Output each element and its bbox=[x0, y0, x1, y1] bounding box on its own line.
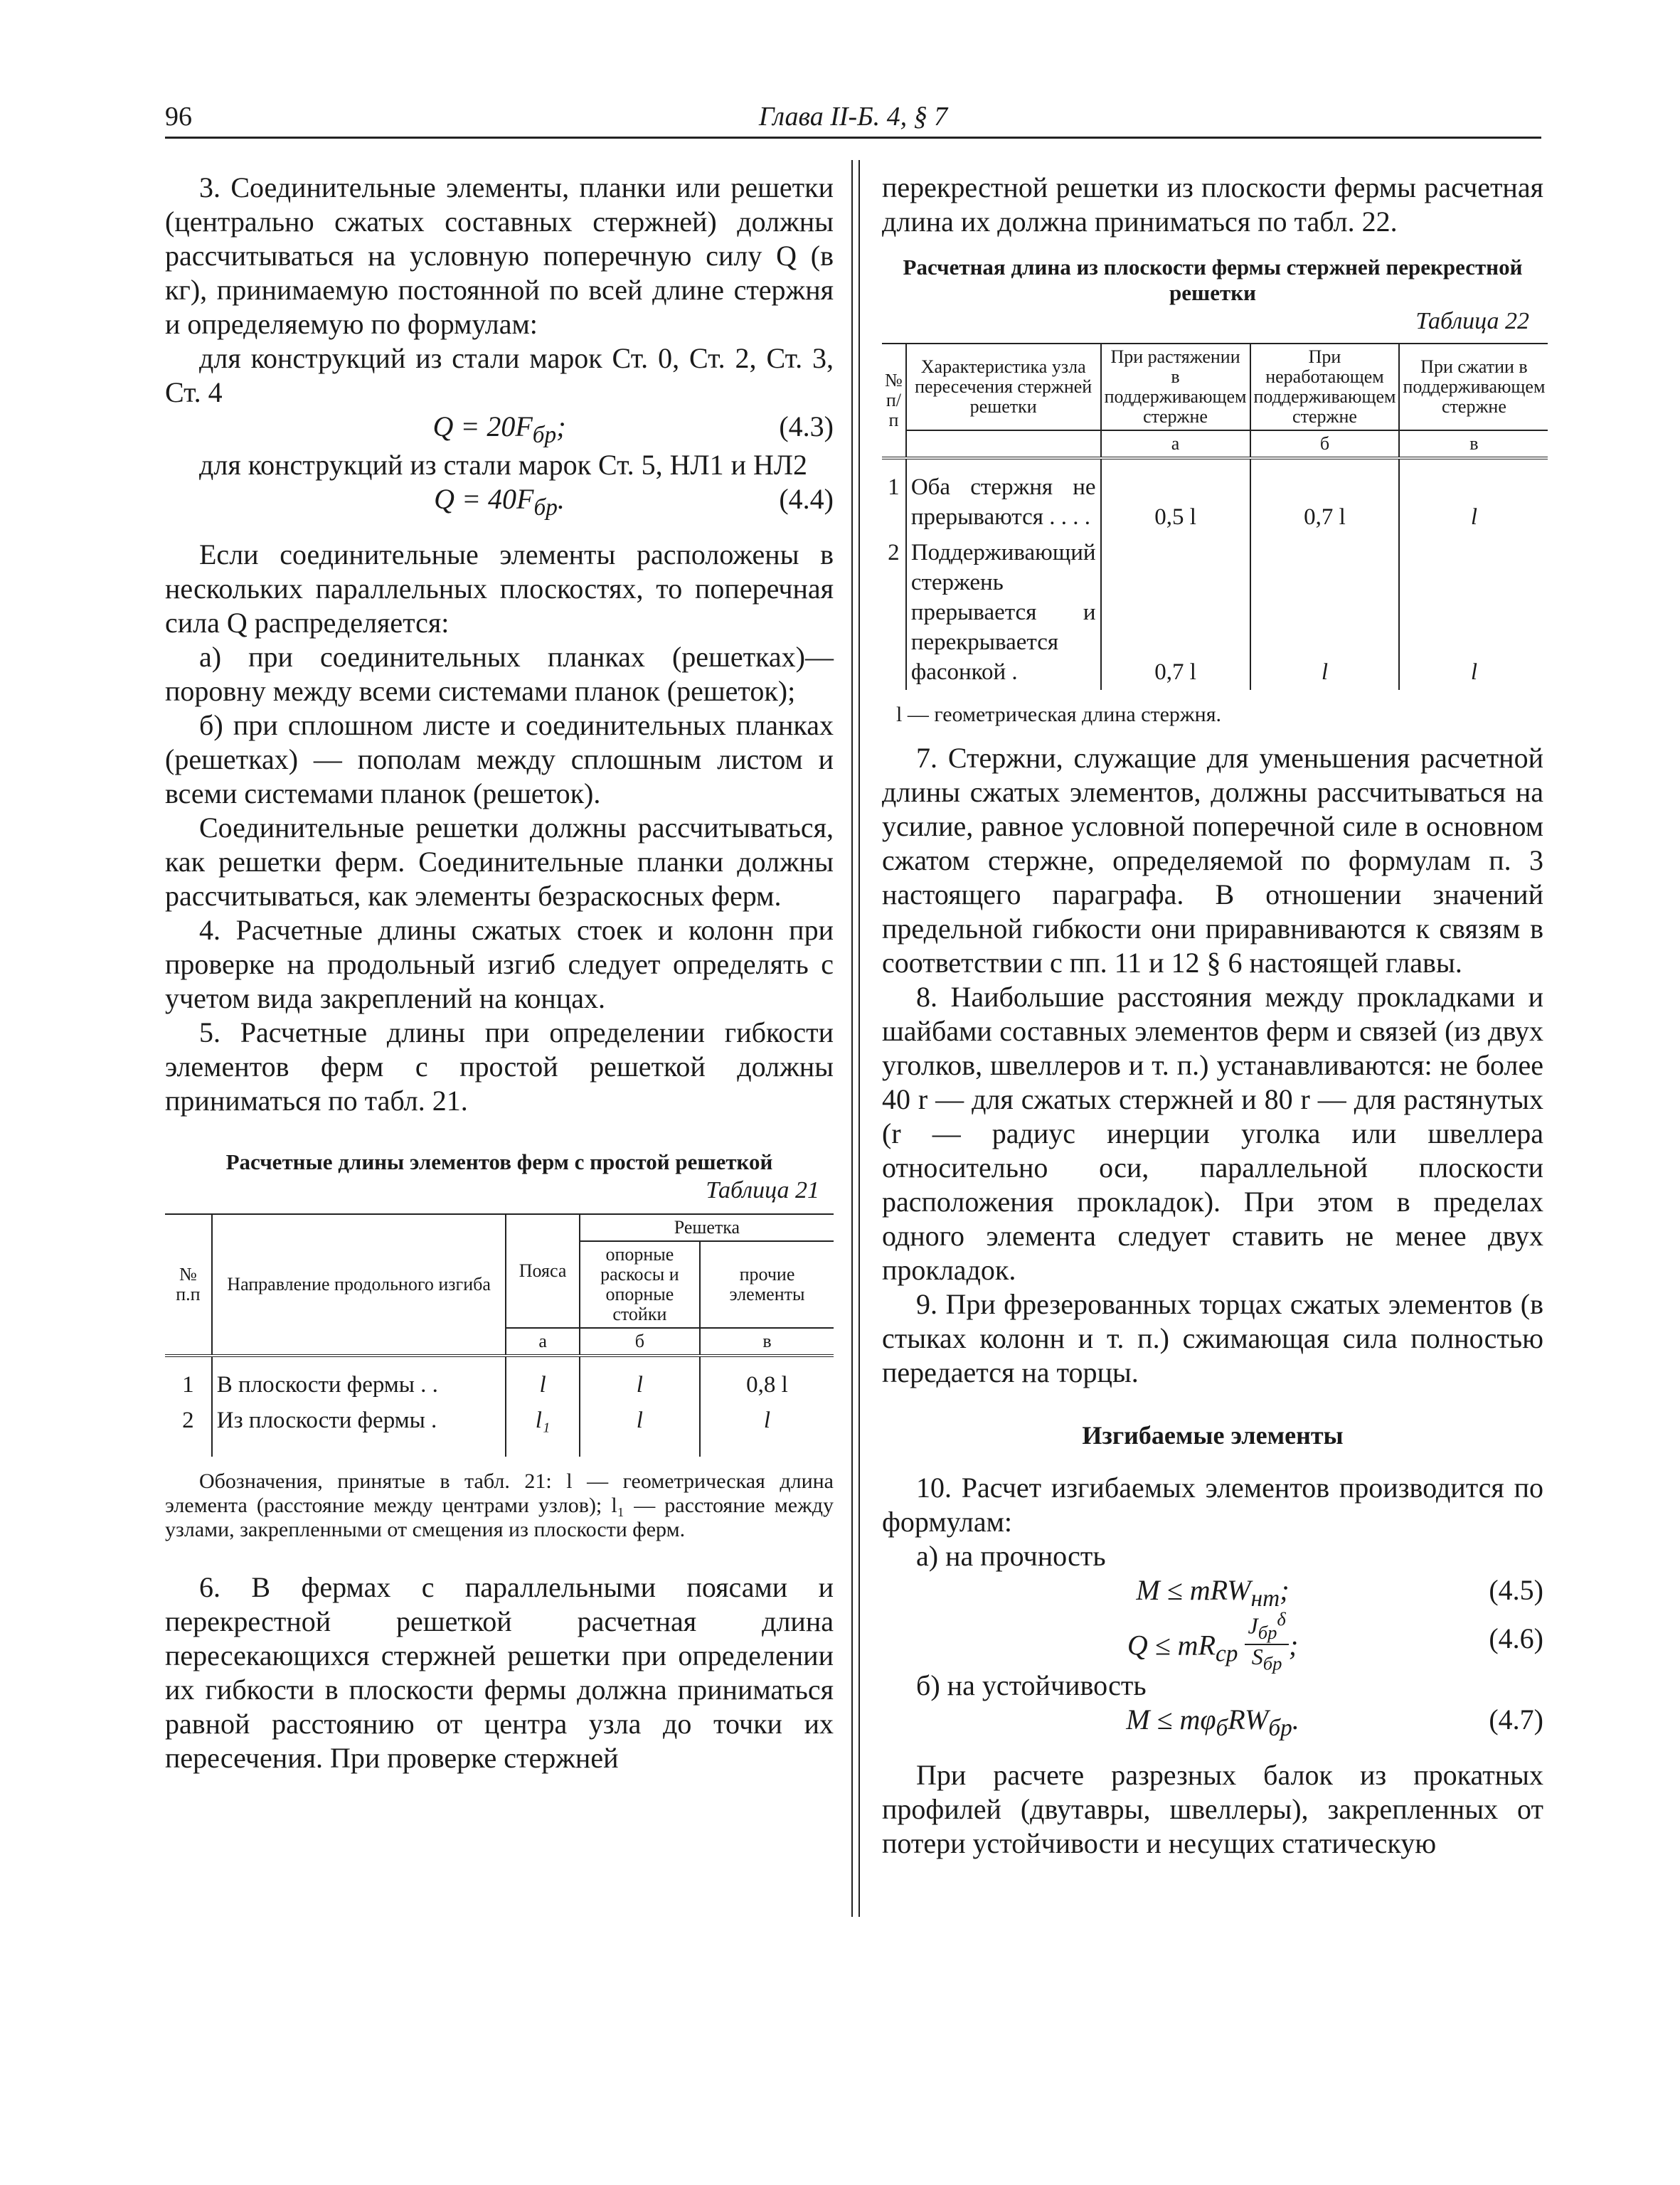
formula-4-5: M ≤ mRW$_{нт}$; (4.5) bbox=[1136, 1574, 1543, 1612]
col-header-lattice: Решетка bbox=[580, 1214, 834, 1241]
col-letter-b: б bbox=[580, 1328, 700, 1356]
paragraph-6-continued: перекрестной решетки из плоскости фермы расчетная длина их должна приниматься по табл. 22. bbox=[882, 171, 1543, 238]
equation-number: (4.7) bbox=[1489, 1703, 1543, 1735]
table-22-label: Таблица 22 bbox=[1415, 308, 1529, 334]
paragraph-distribution: Если соединительные элементы расположены в нескольких параллельных плоскостях, то поперечная сила Q распределяется: bbox=[165, 538, 834, 639]
equation-number: (4.3) bbox=[779, 410, 834, 442]
paragraph-7: 7. Стержни, служащие для уменьшения расчетной длины сжатых элементов, должны рассчитываться на усилие, равное условной поперечной силе в основном сжатом стержне, определяемой по формулам п. 3 настоящего параграфа. В отношении значений предельной гибкости они приравниваются к связям в соответствии с пп. 11 и 12 § 6 настоящей главы. bbox=[882, 742, 1543, 979]
page-number: 96 bbox=[165, 102, 192, 132]
chapter-heading: Глава II-Б. 4, § 7 bbox=[758, 102, 948, 132]
col-letter-a: а bbox=[506, 1328, 579, 1356]
col-header-chords: Пояса bbox=[506, 1214, 579, 1328]
table-row: 2 Поддерживающий стержень прерывается и перекрывается фасонкой . 0,7 l l l bbox=[882, 535, 1548, 690]
section-heading: Изгибаемые элементы bbox=[1082, 1421, 1344, 1450]
col-header-num: № п/п bbox=[882, 344, 906, 458]
table-21-label: Таблица 21 bbox=[706, 1177, 819, 1203]
formula-4-7: $M \le m\varphi_бRW_{бр}$. (4.7) bbox=[1126, 1703, 1543, 1741]
left-column bbox=[165, 171, 834, 1775]
table-row: 1 В плоскости фермы . . l l 0,8 l bbox=[165, 1356, 834, 1403]
stability-label: б) на устойчивость bbox=[916, 1669, 1147, 1701]
steel-grades-1: для конструкций из стали марок Ст. 0, Ст. 2, Ст. 3, Ст. 4 bbox=[165, 342, 834, 408]
table-row: 2 Из плоскости фермы . l₁ l l bbox=[165, 1403, 834, 1457]
paragraph-b: б) при сплошном листе и соединительных планках (решетках) — пополам между сплошным листом и всеми системами планок (решеток). bbox=[165, 709, 834, 809]
col-header-idle: При неработающем поддерживающем стержне bbox=[1250, 344, 1400, 430]
paragraph-6: 6. В фермах с параллельными поясами и перекрестной решеткой расчетная длина пересекающихся стержней решетки при определении их гибкости в плоскости фермы должна приниматься равной расстоянию от центра узла до точки их пересечения. При проверке стержней bbox=[165, 1571, 834, 1774]
paragraph-5: 5. Расчетные длины при определении гибкости элементов ферм с простой решеткой должны приниматься по табл. 21. bbox=[165, 1016, 834, 1117]
paragraph-3: 3. Соединительные элементы, планки или решетки (центрально сжатых составных стержней) должны рассчитываться на условную поперечную силу Q (в кг), принимаемую постоянной по всей длине стержня и определяемую по формулам: bbox=[165, 171, 834, 340]
col-letter-c: в bbox=[700, 1328, 834, 1356]
table-22-note: l — геометрическая длина стержня. bbox=[896, 703, 1222, 726]
table-21 bbox=[165, 1213, 834, 1457]
col-header-support: опорные раскосы и опорные стойки bbox=[580, 1241, 700, 1328]
col-header-num: № п.п bbox=[165, 1214, 212, 1356]
paragraph-10: 10. Расчет изгибаемых элементов производится по формулам: bbox=[882, 1472, 1543, 1538]
col-letter-c: в bbox=[1399, 430, 1548, 458]
paragraph-a: а) при соединительных планках (решетках)— поровну между всеми системами планок (решеток); bbox=[165, 641, 834, 707]
paragraph-lattice-calc: Соединительные решетки должны рассчитываться, как решетки ферм. Соединительные планки должны рассчитываться, как элементы безраскосных ферм. bbox=[165, 812, 834, 912]
equation-number: (4.5) bbox=[1489, 1574, 1543, 1606]
table-21-caption: Расчетные длины элементов ферм с простой решеткой bbox=[225, 1149, 773, 1174]
table-row: 1 Оба стержня не прерываются . . . . 0,5 l 0,7 l l bbox=[882, 458, 1548, 535]
col-header-other: прочие элементы bbox=[700, 1241, 834, 1328]
paragraph-4: 4. Расчетные длины сжатых стоек и колонн при проверке на продольный изгиб следует определять с учетом вида закреплений на концах. bbox=[165, 914, 834, 1014]
equation-number: (4.6) bbox=[1489, 1622, 1543, 1654]
table-22 bbox=[882, 343, 1548, 690]
col-letter-a: а bbox=[1101, 430, 1250, 458]
col-header-characteristic: Характеристика узла пересечения стержней решетки bbox=[906, 344, 1101, 430]
col-letter-b: б bbox=[1250, 430, 1400, 458]
equation-number: (4.4) bbox=[779, 483, 834, 515]
col-header-tension: При растяжении в поддерживающем стержне bbox=[1101, 344, 1250, 430]
page-header bbox=[165, 101, 1541, 139]
table-22-caption: Расчетная длина из плоскости фермы стержней перекрестной решетки bbox=[903, 255, 1523, 305]
formula-4-4: $Q = 40F_{бр}$. (4.4) bbox=[434, 483, 834, 521]
steel-grades-2: для конструкций из стали марок Ст. 5, НЛ1 и НЛ2 bbox=[199, 449, 808, 481]
paragraph-8: 8. Наибольшие расстояния между прокладками и шайбами составных элементов ферм и связей (из двух уголков, швеллеров и т. п.) устанавливаются: не более 40 r — для сжатых стержней и 80 r — для растянутых (r — радиус инерции уголка или швеллера относительно оси, параллельной плоскости расположения прокладок). При этом в пределах одного элемента следует ставить не менее двух прокладок. bbox=[882, 981, 1543, 1286]
paragraph-final: При расчете разрезных балок из прокатных профилей (двутавры, швеллеры), закрепленных от потери устойчивости и несущих статическую bbox=[882, 1759, 1543, 1859]
col-header-compression: При сжатии в поддерживающем стержне bbox=[1399, 344, 1548, 430]
strength-label: а) на прочность bbox=[916, 1540, 1106, 1572]
col-header-direction: Направление продольного изгиба bbox=[212, 1214, 506, 1356]
formula-4-3: $Q = 20F_{бр}$; (4.3) bbox=[432, 410, 834, 448]
formula-4-6: $Q \le mR_{ср}$ $J_{бр}^\delta$ $S_{бр}$ ; (4.6) bbox=[1127, 1608, 1543, 1674]
table-21-note: Обозначения, принятые в табл. 21: l — геометрическая длина элемента (расстояние между центрами узлов); l₁ — расстояние между узлами, закрепленными от смещения из плоскости ферм. bbox=[165, 1469, 834, 1541]
right-column bbox=[882, 171, 1546, 1861]
paragraph-9: 9. При фрезерованных торцах сжатых элементов (в стыках колонн и т. п.) сжимающая сила полностью передается на торцы. bbox=[882, 1288, 1543, 1388]
column-divider bbox=[851, 160, 860, 1917]
